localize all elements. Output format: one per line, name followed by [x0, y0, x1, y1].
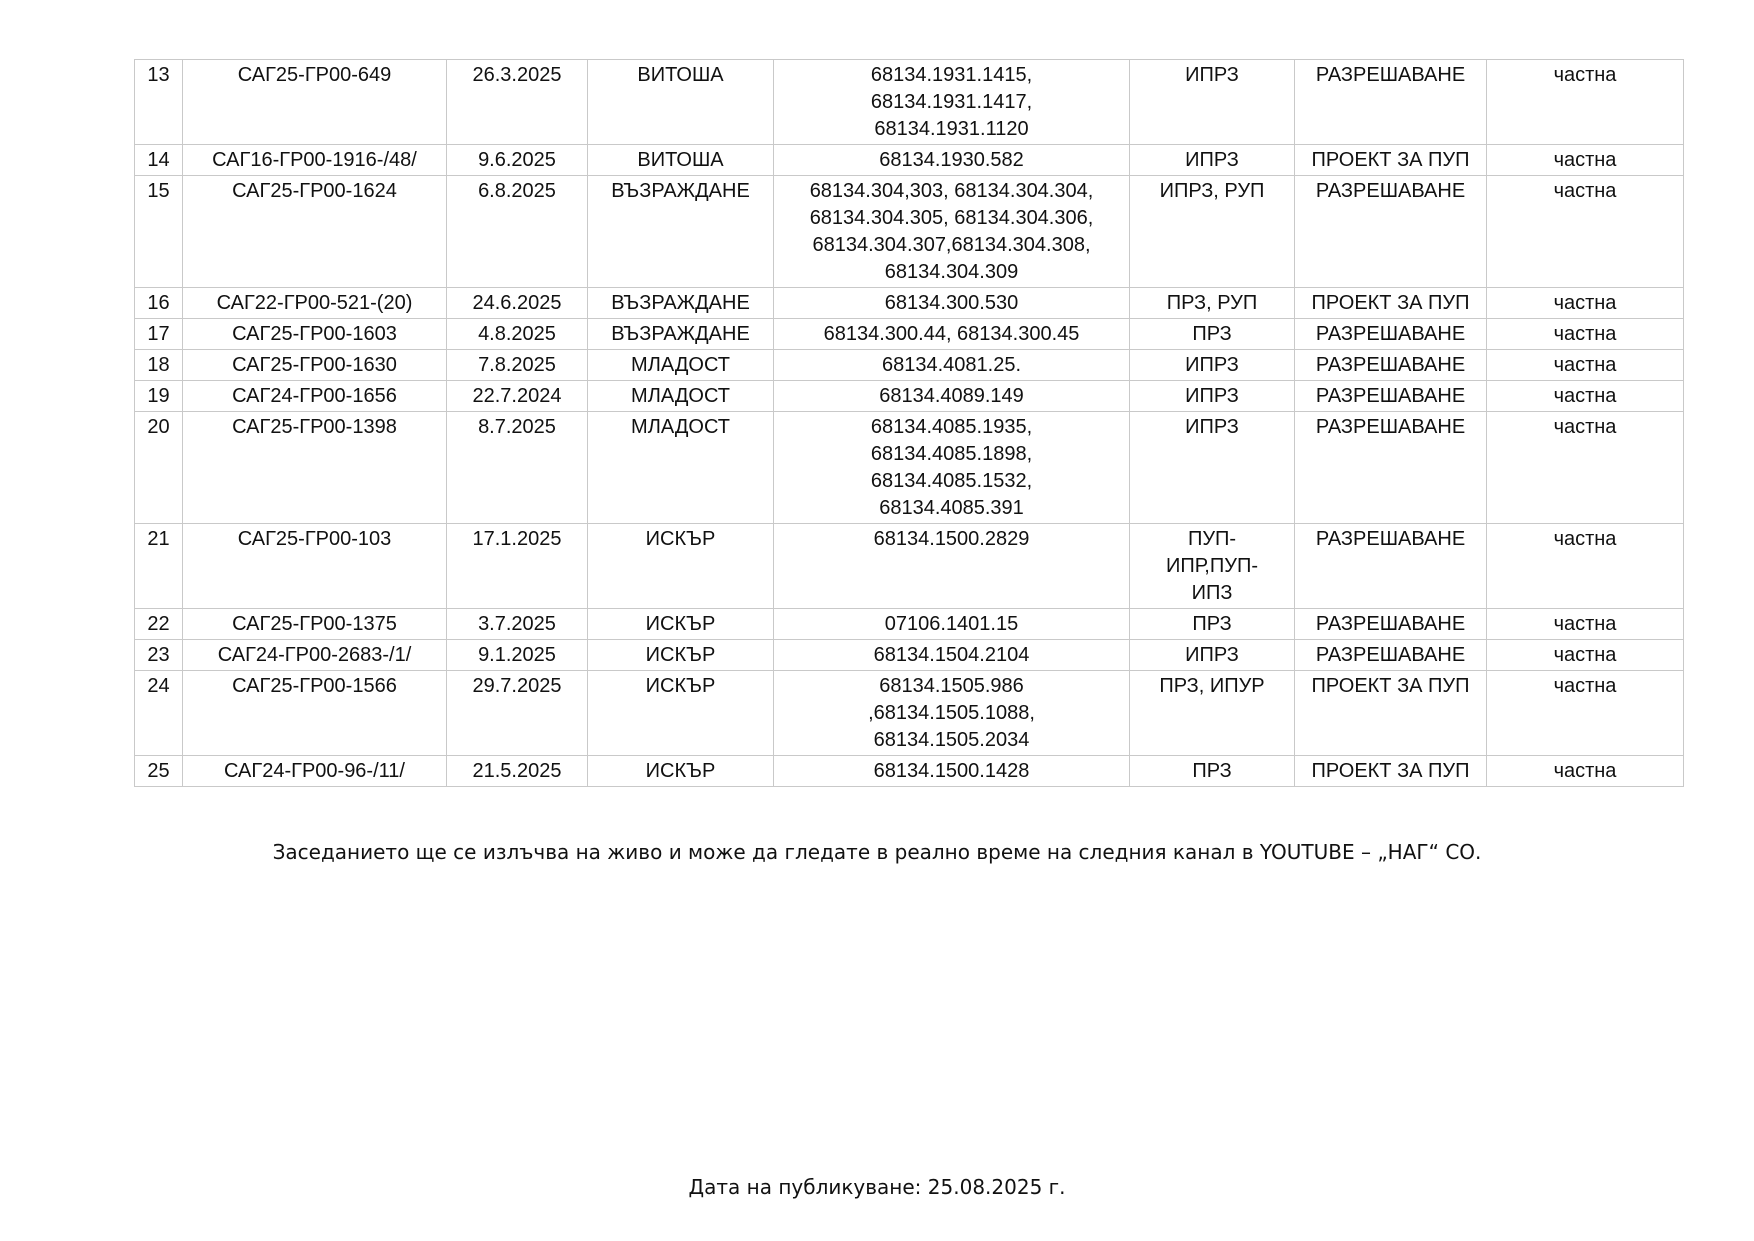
- ownership-cell: частна: [1487, 145, 1684, 176]
- plan-type-line: ИПР,ПУП-: [1166, 555, 1258, 577]
- action-cell: РАЗРЕШАВАНЕ: [1295, 60, 1487, 145]
- cadastral-plots-cell: [774, 381, 1130, 412]
- table-row: [135, 412, 1684, 524]
- table-row: [135, 671, 1684, 756]
- table-row: [135, 350, 1684, 381]
- cadastral-plots-cell: [774, 671, 1130, 756]
- date-cell: 6.8.2025: [447, 176, 588, 288]
- plan-type-cell: ИПРЗ, РУП: [1130, 176, 1295, 288]
- district-cell: ВЪЗРАЖДАНЕ: [588, 176, 774, 288]
- ownership-cell: частна: [1487, 756, 1684, 787]
- cadastral-plots-cell: [774, 288, 1130, 319]
- ownership-cell: частна: [1487, 609, 1684, 640]
- ownership-cell: частна: [1487, 412, 1684, 524]
- cadastral-plot-id: 68134.1505.2034: [873, 729, 1030, 751]
- table-row: [135, 609, 1684, 640]
- cadastral-plot-id: 68134.1505.986: [879, 675, 1024, 697]
- cadastral-plot-id: 07106.1401.15: [884, 613, 1019, 635]
- ownership-cell: частна: [1487, 288, 1684, 319]
- table-row: [135, 381, 1684, 412]
- cadastral-plot-id: ,68134.1505.1088,: [868, 702, 1035, 724]
- district-cell: МЛАДОСТ: [588, 412, 774, 524]
- cadastral-plot-id: 68134.1931.1120: [874, 118, 1029, 140]
- date-cell: 3.7.2025: [447, 609, 588, 640]
- district-cell: ИСКЪР: [588, 609, 774, 640]
- cadastral-plots-cell: [774, 350, 1130, 381]
- action-cell: ПРОЕКТ ЗА ПУП: [1295, 145, 1487, 176]
- cadastral-plot-id: 68134.304.309: [884, 261, 1019, 283]
- cadastral-plot-id: 68134.1931.1415,: [870, 64, 1033, 86]
- table-row: [135, 145, 1684, 176]
- plan-type-cell: ИПРЗ: [1130, 381, 1295, 412]
- reference-number-cell: САГ25-ГР00-1398: [183, 412, 447, 524]
- row-number-cell: 16: [135, 288, 183, 319]
- cadastral-plot-id: 68134.4085.391: [879, 497, 1024, 519]
- district-cell: ИСКЪР: [588, 640, 774, 671]
- table-row: [135, 176, 1684, 288]
- action-cell: РАЗРЕШАВАНЕ: [1295, 524, 1487, 609]
- reference-number-cell: САГ25-ГР00-1566: [183, 671, 447, 756]
- ownership-cell: частна: [1487, 60, 1684, 145]
- applications-table: [134, 59, 1684, 787]
- ownership-cell: частна: [1487, 524, 1684, 609]
- plan-type-cell: [1130, 524, 1295, 609]
- reference-number-cell: САГ16-ГР00-1916-/48/: [183, 145, 447, 176]
- district-cell: МЛАДОСТ: [588, 381, 774, 412]
- cadastral-plot-id: 68134.304.307,68134.304.308,: [812, 234, 1091, 256]
- plan-type-cell: ПРЗ, ИПУР: [1130, 671, 1295, 756]
- date-cell: 9.6.2025: [447, 145, 588, 176]
- cadastral-plot-id: 68134.1504.2104: [873, 644, 1030, 666]
- action-cell: РАЗРЕШАВАНЕ: [1295, 640, 1487, 671]
- cadastral-plots-cell: [774, 756, 1130, 787]
- district-cell: ИСКЪР: [588, 524, 774, 609]
- plan-type-line: ИПЗ: [1191, 582, 1233, 604]
- action-cell: РАЗРЕШАВАНЕ: [1295, 319, 1487, 350]
- reference-number-cell: САГ24-ГР00-2683-/1/: [183, 640, 447, 671]
- plan-type-cell: ИПРЗ: [1130, 60, 1295, 145]
- date-cell: 21.5.2025: [447, 756, 588, 787]
- plan-type-cell: ИПРЗ: [1130, 640, 1295, 671]
- reference-number-cell: САГ25-ГР00-1375: [183, 609, 447, 640]
- livestream-notice: Заседанието ще се излъчва на живо и може да гледате в реално време на следния канал в YOUTUBE – „НАГ“ СО.: [272, 840, 1482, 864]
- row-number-cell: 17: [135, 319, 183, 350]
- table-row: [135, 756, 1684, 787]
- row-number-cell: 20: [135, 412, 183, 524]
- plan-type-cell: ПРЗ: [1130, 756, 1295, 787]
- cadastral-plot-id: 68134.4089.149: [879, 385, 1024, 407]
- cadastral-plot-id: 68134.1500.2829: [873, 528, 1030, 550]
- action-cell: РАЗРЕШАВАНЕ: [1295, 350, 1487, 381]
- date-cell: 22.7.2024: [447, 381, 588, 412]
- cadastral-plot-id: 68134.300.530: [884, 292, 1019, 314]
- plan-type-cell: ПРЗ: [1130, 319, 1295, 350]
- plan-type-cell: ИПРЗ: [1130, 350, 1295, 381]
- row-number-cell: 23: [135, 640, 183, 671]
- ownership-cell: частна: [1487, 640, 1684, 671]
- row-number-cell: 15: [135, 176, 183, 288]
- cadastral-plots-cell: [774, 524, 1130, 609]
- cadastral-plots-cell: [774, 412, 1130, 524]
- cadastral-plot-id: 68134.4085.1532,: [870, 470, 1033, 492]
- table-row: [135, 288, 1684, 319]
- row-number-cell: 18: [135, 350, 183, 381]
- district-cell: ВЪЗРАЖДАНЕ: [588, 319, 774, 350]
- row-number-cell: 22: [135, 609, 183, 640]
- date-cell: 9.1.2025: [447, 640, 588, 671]
- district-cell: ВИТОША: [588, 60, 774, 145]
- cadastral-plots-cell: [774, 176, 1130, 288]
- plan-type-cell: ИПРЗ: [1130, 145, 1295, 176]
- cadastral-plot-id: 68134.1500.1428: [873, 760, 1030, 782]
- row-number-cell: 24: [135, 671, 183, 756]
- date-cell: 8.7.2025: [447, 412, 588, 524]
- date-cell: 24.6.2025: [447, 288, 588, 319]
- district-cell: ВИТОША: [588, 145, 774, 176]
- publication-date: Дата на публикуване: 25.08.2025 г.: [688, 1175, 1066, 1199]
- cadastral-plot-id: 68134.4081.25.: [881, 354, 1022, 376]
- table-body: [135, 60, 1684, 787]
- row-number-cell: 25: [135, 756, 183, 787]
- table-row: [135, 524, 1684, 609]
- reference-number-cell: САГ25-ГР00-103: [183, 524, 447, 609]
- row-number-cell: 19: [135, 381, 183, 412]
- row-number-cell: 14: [135, 145, 183, 176]
- cadastral-plots-cell: [774, 640, 1130, 671]
- cadastral-plots-cell: [774, 60, 1130, 145]
- action-cell: ПРОЕКТ ЗА ПУП: [1295, 756, 1487, 787]
- reference-number-cell: САГ22-ГР00-521-(20): [183, 288, 447, 319]
- action-cell: РАЗРЕШАВАНЕ: [1295, 176, 1487, 288]
- cadastral-plot-id: 68134.304,303, 68134.304.304,: [809, 180, 1094, 202]
- ownership-cell: частна: [1487, 176, 1684, 288]
- action-cell: ПРОЕКТ ЗА ПУП: [1295, 671, 1487, 756]
- cadastral-plot-id: 68134.4085.1898,: [870, 443, 1033, 465]
- cadastral-plot-id: 68134.1930.582: [879, 149, 1024, 171]
- district-cell: ИСКЪР: [588, 671, 774, 756]
- action-cell: РАЗРЕШАВАНЕ: [1295, 609, 1487, 640]
- date-cell: 29.7.2025: [447, 671, 588, 756]
- reference-number-cell: САГ24-ГР00-96-/11/: [183, 756, 447, 787]
- row-number-cell: 13: [135, 60, 183, 145]
- ownership-cell: частна: [1487, 671, 1684, 756]
- row-number-cell: 21: [135, 524, 183, 609]
- cadastral-plot-id: 68134.1931.1417,: [870, 91, 1033, 113]
- ownership-cell: частна: [1487, 319, 1684, 350]
- action-cell: ПРОЕКТ ЗА ПУП: [1295, 288, 1487, 319]
- plan-type-line: ПУП-: [1187, 528, 1237, 550]
- district-cell: ИСКЪР: [588, 756, 774, 787]
- district-cell: МЛАДОСТ: [588, 350, 774, 381]
- district-cell: ВЪЗРАЖДАНЕ: [588, 288, 774, 319]
- cadastral-plot-id: 68134.4085.1935,: [870, 416, 1033, 438]
- cadastral-plot-id: 68134.300.44, 68134.300.45: [823, 323, 1080, 345]
- cadastral-plots-cell: [774, 609, 1130, 640]
- cadastral-plots-cell: [774, 319, 1130, 350]
- cadastral-plot-id: 68134.304.305, 68134.304.306,: [809, 207, 1094, 229]
- plan-type-cell: ПРЗ: [1130, 609, 1295, 640]
- action-cell: РАЗРЕШАВАНЕ: [1295, 412, 1487, 524]
- table-row: [135, 640, 1684, 671]
- action-cell: РАЗРЕШАВАНЕ: [1295, 381, 1487, 412]
- date-cell: 17.1.2025: [447, 524, 588, 609]
- reference-number-cell: САГ24-ГР00-1656: [183, 381, 447, 412]
- reference-number-cell: САГ25-ГР00-649: [183, 60, 447, 145]
- plan-type-cell: ИПРЗ: [1130, 412, 1295, 524]
- plan-type-cell: ПРЗ, РУП: [1130, 288, 1295, 319]
- reference-number-cell: САГ25-ГР00-1630: [183, 350, 447, 381]
- date-cell: 7.8.2025: [447, 350, 588, 381]
- date-cell: 4.8.2025: [447, 319, 588, 350]
- cadastral-plots-cell: [774, 145, 1130, 176]
- table-row: [135, 319, 1684, 350]
- reference-number-cell: САГ25-ГР00-1603: [183, 319, 447, 350]
- date-cell: 26.3.2025: [447, 60, 588, 145]
- ownership-cell: частна: [1487, 350, 1684, 381]
- table-row: [135, 60, 1684, 145]
- ownership-cell: частна: [1487, 381, 1684, 412]
- reference-number-cell: САГ25-ГР00-1624: [183, 176, 447, 288]
